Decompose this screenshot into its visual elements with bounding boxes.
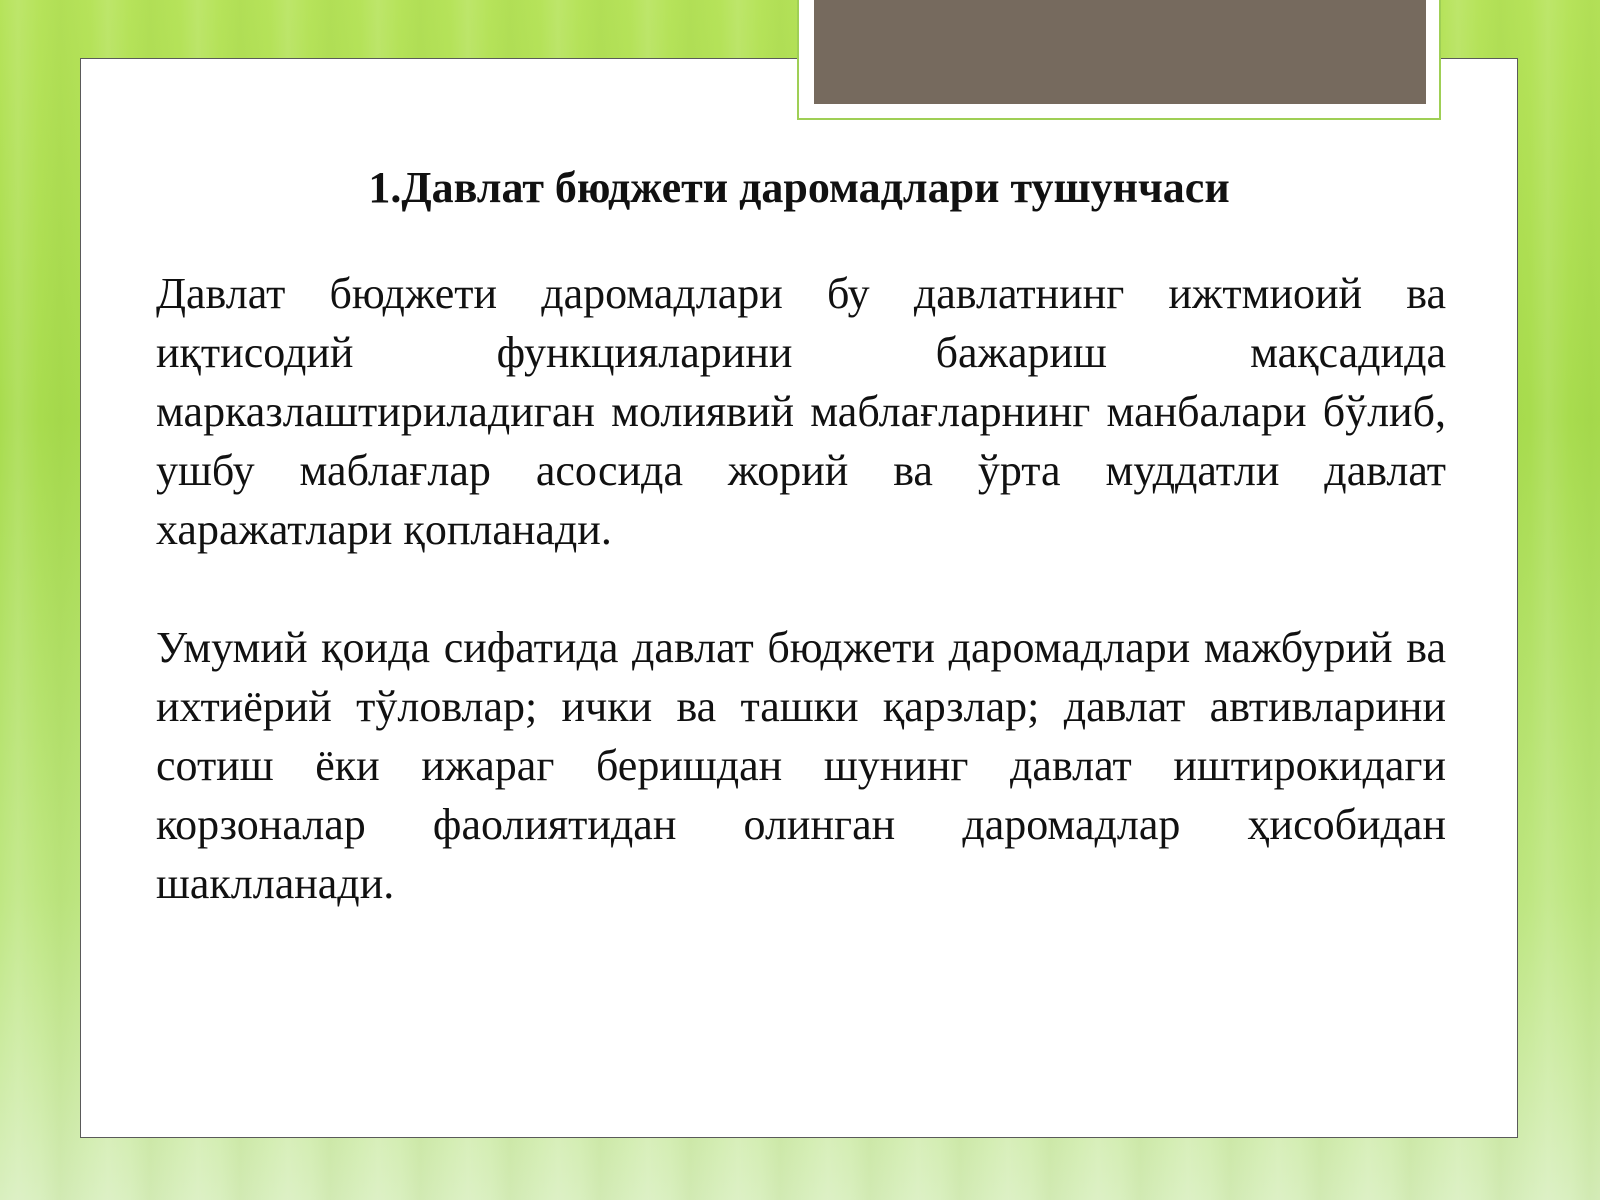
body-paragraph-definition: Давлат бюджети даромадлари бу давлатнинг ижтмиоий ва иқтисодий функцияларини бажариш мақсадида марказлаштириладиган молиявий маблағларнинг манбалари бўлиб, ушбу маблағлар асосида жорий ва ўрта муддатли давлат харажатлари қопланади. (156, 269, 1446, 554)
slide-body (156, 264, 1446, 913)
decorative-accent-block (814, 0, 1426, 104)
slide-title: 1.Давлат бюджети даромадлари тушунчаси (368, 163, 1230, 212)
body-paragraph-sources: Умумий қоида сифатида давлат бюджети даромадлари мажбурий ва ихтиёрий тўловлар; ички ва ташки қарзлар; давлат автивларини сотиш ёки ижараг беришдан шунинг давлат иштирокидаги корзоналар фаолиятидан олинган даромадлар ҳисобидан шаклланади. (156, 623, 1446, 908)
